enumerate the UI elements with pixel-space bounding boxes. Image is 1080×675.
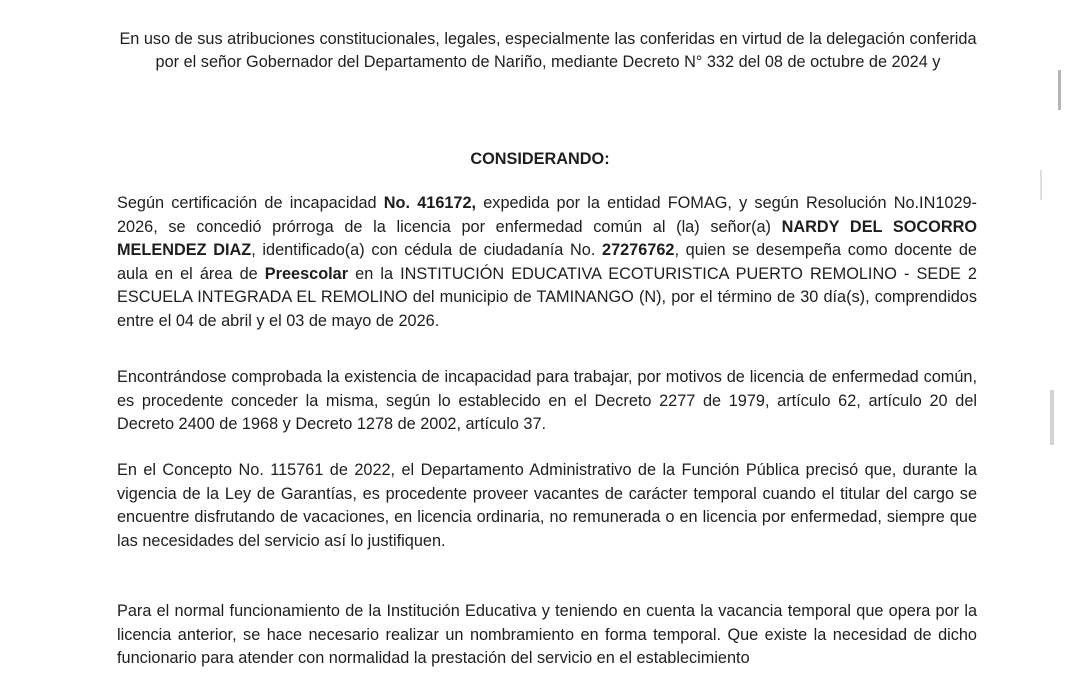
paragraph-funcionamiento: Para el normal funcionamiento de la Institución Educativa y teniendo en cuenta la vacancia temporal que opera por la licencia anterior, se hace necesario realizar un nombramiento en forma temporal. Que existe la necesidad de dicho funcionario para atender con normalidad la prestación del servicio en el establecimiento [117,602,977,667]
p1-text-5: en la INSTITUCIÓN EDUCATIVA ECOTURISTICA PUERTO REMOLINO - SEDE 2 ESCUELA INTEGRADA EL REMOLINO del municipio de TAMINANGO (N), por el término de 30 día(s), comprendidos entre el 04 de abril y el 03 de mayo de 2026. [117,264,977,330]
area-name: Preescolar [264,264,349,283]
id-number: 27276762 [602,241,675,259]
scan-artifact [1040,170,1042,200]
p1-text-4: , quien se desempeña como docente de aula en el área de [117,241,977,283]
paragraph-incapacidad [117,192,977,333]
p1-text-1: Según certificación de incapacidad [117,194,384,212]
paragraph-concepto: En el Concepto No. 115761 de 2022, el Departamento Administrativo de la Función Pública precisó que, durante la vigencia de la Ley de Garantías, es procedente proveer vacantes de carácter temporal cuando el titular del cargo se encuentre disfrutando de vacaciones, en licencia ordinaria, no remunerada o en licencia por enfermedad, siempre que las necesidades del servicio así lo justifiquen. [117,461,977,550]
certificate-number: No. 416172, [383,194,477,212]
p1-text-2: expedida por la entidad FOMAG, y según Resolución No.IN1029-2026, se concedió prórroga de la licencia por enfermedad común al (la) señor(a) [117,194,977,236]
person-name: NARDY DEL SOCORRO MELENDEZ DIAZ [117,217,978,259]
paragraph-comprobada: Encontrándose comprobada la existencia de incapacidad para trabajar, por motivos de licencia de enfermedad común, es procedente conceder la misma, según lo establecido en el Decreto 2277 de 1979, artículo 62, artículo 20 del Decreto 2400 de 1968 y Decreto 1278 de 2002, artículo 37. [117,368,977,433]
considerando-heading: CONSIDERANDO: [470,150,610,168]
scan-artifact [1058,70,1061,110]
p1-text-3: , identificado(a) con cédula de ciudadanía No. [251,241,603,259]
scan-artifact [1050,390,1054,445]
intro-paragraph: En uso de sus atribuciones constitucionales, legales, especialmente las conferidas en virtud de la delegación conferida por el señor Gobernador del Departamento de Nariño, mediante Decreto N° 332 del 08 de octubre de 2024 y [119,30,977,71]
